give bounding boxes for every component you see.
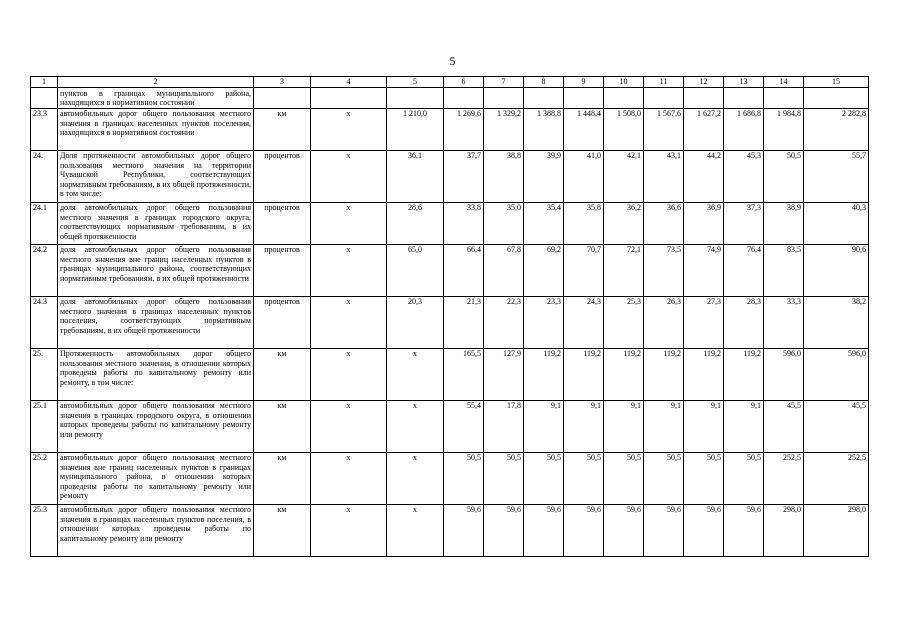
- row-number: 23.3: [31, 108, 58, 150]
- value-cell: 38,2: [804, 296, 869, 348]
- base-value-cell: х: [311, 348, 387, 400]
- unit-cell: км: [254, 400, 311, 452]
- row-number: 24.: [31, 150, 58, 202]
- header-cell: 11: [644, 77, 684, 88]
- indicator-name: Протяженность автомобильных дорог общего пользования местного значения, в отношении которых проведены работы по капитальному ремонту или ремонту, в том числе:: [58, 348, 254, 400]
- header-cell: 9: [564, 77, 604, 88]
- value-cell: 59,6: [724, 504, 764, 556]
- unit-cell: км: [254, 504, 311, 556]
- value-cell: 73,5: [644, 244, 684, 296]
- value-cell: 59,6: [484, 504, 524, 556]
- indicator-name: автомобильных дорог общего пользования местного значения в границах городского округа, в отношении которых проведены работы по капитальному ремонту или ремонту: [58, 400, 254, 452]
- value-cell: 24,3: [564, 296, 604, 348]
- value-cell: 83,5: [764, 244, 804, 296]
- row-number: 24.1: [31, 202, 58, 244]
- indicator-name: пунктов в границах муниципального района, находящихся в нормативном состоянии: [58, 88, 254, 109]
- value-cell: 33,8: [444, 202, 484, 244]
- base-value-cell: х: [311, 108, 387, 150]
- value-cell: 1 210,0: [387, 108, 444, 150]
- header-row: [31, 77, 869, 88]
- header-cell: 15: [804, 77, 869, 88]
- indicator-name: доля автомобильных дорог общего пользования местного значения вне границ населенных пунктов в границах муниципального района, соответствующих нормативным требованиям, в их общей протяженности: [58, 244, 254, 296]
- value-cell: 9,1: [644, 400, 684, 452]
- table-row: [31, 202, 869, 244]
- row-number: 24.2: [31, 244, 58, 296]
- unit-cell: км: [254, 108, 311, 150]
- header-cell: 14: [764, 77, 804, 88]
- table-row: [31, 88, 869, 109]
- value-cell: 36,9: [684, 202, 724, 244]
- table-row: [31, 400, 869, 452]
- value-cell: 38,8: [484, 150, 524, 202]
- value-cell: 17,8: [484, 400, 524, 452]
- value-cell: 45,3: [724, 150, 764, 202]
- value-cell: 50,5: [444, 452, 484, 504]
- table-row: [31, 452, 869, 504]
- value-cell: 9,1: [564, 400, 604, 452]
- value-cell: 50,5: [484, 452, 524, 504]
- value-cell: 59,6: [604, 504, 644, 556]
- row-number: 25.1: [31, 400, 58, 452]
- value-cell: 9,1: [524, 400, 564, 452]
- value-cell: 23,3: [524, 296, 564, 348]
- value-cell: 37,7: [444, 150, 484, 202]
- value-cell: 2 282,8: [804, 108, 869, 150]
- value-cell: 70,7: [564, 244, 604, 296]
- indicator-name: автомобильных дорог общего пользования местного значения вне границ населенных пунктов в границах муниципального района, в отношении которых проведены работы по капитальному ремонту или ремонту: [58, 452, 254, 504]
- base-value-cell: х: [311, 400, 387, 452]
- value-cell: 21,3: [444, 296, 484, 348]
- value-cell: 74,9: [684, 244, 724, 296]
- value-cell: 33,3: [764, 296, 804, 348]
- unit-cell: процентов: [254, 202, 311, 244]
- value-cell: 55,4: [444, 400, 484, 452]
- value-cell: [644, 88, 684, 109]
- table-row: [31, 504, 869, 556]
- unit-cell: процентов: [254, 296, 311, 348]
- value-cell: 42,1: [604, 150, 644, 202]
- value-cell: 25,3: [604, 296, 644, 348]
- table-row: [31, 108, 869, 150]
- value-cell: [564, 88, 604, 109]
- value-cell: [804, 88, 869, 109]
- indicator-name: доля автомобильных дорог общего пользования местного значения в границах населенных пунктов поселения, соответствующих нормативным требованиям, в их общей протяженности: [58, 296, 254, 348]
- value-cell: 35,0: [484, 202, 524, 244]
- value-cell: 50,5: [564, 452, 604, 504]
- value-cell: 1 686,8: [724, 108, 764, 150]
- value-cell: 9,1: [604, 400, 644, 452]
- header-cell: 4: [311, 77, 387, 88]
- value-cell: 119,2: [644, 348, 684, 400]
- row-number: 24.3: [31, 296, 58, 348]
- value-cell: 1 984,8: [764, 108, 804, 150]
- value-cell: 36,2: [604, 202, 644, 244]
- header-cell: 12: [684, 77, 724, 88]
- indicator-name: автомобильных дорог общего пользования местного значения в границах населенных пунктов поселения, в отношении которых проведены работы по капитальному ремонту или ремонту: [58, 504, 254, 556]
- value-cell: 35,8: [564, 202, 604, 244]
- value-cell: 39,9: [524, 150, 564, 202]
- base-value-cell: [311, 88, 387, 109]
- indicators-table: [30, 76, 869, 557]
- value-cell: 298,0: [804, 504, 869, 556]
- value-cell: [387, 88, 444, 109]
- row-number: 25.: [31, 348, 58, 400]
- value-cell: 55,7: [804, 150, 869, 202]
- value-cell: 22,3: [484, 296, 524, 348]
- value-cell: 36,6: [644, 202, 684, 244]
- header-cell: 8: [524, 77, 564, 88]
- value-cell: 90,6: [804, 244, 869, 296]
- indicator-name: Доля протяженности автомобильных дорог общего пользования местного значения на территории Чувашской Республики, соответствующих нормативным требованиям, в их общей протяженности, в том числе:: [58, 150, 254, 202]
- value-cell: 20,3: [387, 296, 444, 348]
- value-cell: 65,0: [387, 244, 444, 296]
- value-cell: 37,3: [724, 202, 764, 244]
- table-row: [31, 150, 869, 202]
- table-row: [31, 296, 869, 348]
- value-cell: 1 448,4: [564, 108, 604, 150]
- value-cell: 59,6: [564, 504, 604, 556]
- value-cell: 119,2: [684, 348, 724, 400]
- value-cell: 76,4: [724, 244, 764, 296]
- value-cell: 127,9: [484, 348, 524, 400]
- header-cell: 1: [31, 77, 58, 88]
- value-cell: 45,5: [804, 400, 869, 452]
- value-cell: 119,2: [564, 348, 604, 400]
- header-cell: 6: [444, 77, 484, 88]
- value-cell: 252,5: [804, 452, 869, 504]
- base-value-cell: х: [311, 150, 387, 202]
- value-cell: 1 269,6: [444, 108, 484, 150]
- value-cell: 28,3: [724, 296, 764, 348]
- value-cell: 59,6: [524, 504, 564, 556]
- base-value-cell: х: [311, 452, 387, 504]
- value-cell: 9,1: [684, 400, 724, 452]
- value-cell: [764, 88, 804, 109]
- value-cell: [604, 88, 644, 109]
- value-cell: 45,5: [764, 400, 804, 452]
- value-cell: [724, 88, 764, 109]
- page-number: 5: [449, 54, 456, 68]
- row-number: 25.2: [31, 452, 58, 504]
- value-cell: 72,1: [604, 244, 644, 296]
- indicator-name: доля автомобильных дорог общего пользования местного значения в границах городского округа, соответствующих нормативным требованиям, в их общей протяженности: [58, 202, 254, 244]
- base-value-cell: х: [311, 202, 387, 244]
- value-cell: 35,4: [524, 202, 564, 244]
- value-cell: х: [387, 348, 444, 400]
- value-cell: [524, 88, 564, 109]
- value-cell: 1 508,0: [604, 108, 644, 150]
- value-cell: 59,6: [684, 504, 724, 556]
- value-cell: 66,4: [444, 244, 484, 296]
- value-cell: 1 567,6: [644, 108, 684, 150]
- value-cell: 27,3: [684, 296, 724, 348]
- indicator-name: автомобильных дорог общего пользования местного значения в границах населенных пунктов поселения, находящихся в нормативном состоянии: [58, 108, 254, 150]
- value-cell: 36,1: [387, 150, 444, 202]
- value-cell: 40,3: [804, 202, 869, 244]
- value-cell: 50,5: [724, 452, 764, 504]
- value-cell: [684, 88, 724, 109]
- value-cell: 50,5: [764, 150, 804, 202]
- value-cell: 59,6: [444, 504, 484, 556]
- table-row: [31, 348, 869, 400]
- header-cell: 3: [254, 77, 311, 88]
- value-cell: 596,0: [764, 348, 804, 400]
- value-cell: 9,1: [724, 400, 764, 452]
- value-cell: 298,0: [764, 504, 804, 556]
- value-cell: 119,2: [604, 348, 644, 400]
- base-value-cell: х: [311, 296, 387, 348]
- value-cell: 44,2: [684, 150, 724, 202]
- header-cell: 2: [58, 77, 254, 88]
- value-cell: 252,5: [764, 452, 804, 504]
- value-cell: 1 627,2: [684, 108, 724, 150]
- value-cell: х: [387, 504, 444, 556]
- value-cell: 67,8: [484, 244, 524, 296]
- value-cell: 69,2: [524, 244, 564, 296]
- value-cell: 50,5: [644, 452, 684, 504]
- value-cell: [484, 88, 524, 109]
- unit-cell: процентов: [254, 244, 311, 296]
- header-cell: 7: [484, 77, 524, 88]
- row-number: [31, 88, 58, 109]
- value-cell: 119,2: [724, 348, 764, 400]
- value-cell: [444, 88, 484, 109]
- value-cell: 41,0: [564, 150, 604, 202]
- row-number: 25.3: [31, 504, 58, 556]
- unit-cell: процентов: [254, 150, 311, 202]
- value-cell: 119,2: [524, 348, 564, 400]
- header-cell: 10: [604, 77, 644, 88]
- value-cell: 43,1: [644, 150, 684, 202]
- value-cell: 26,3: [644, 296, 684, 348]
- unit-cell: км: [254, 452, 311, 504]
- value-cell: 50,5: [524, 452, 564, 504]
- unit-cell: км: [254, 348, 311, 400]
- value-cell: 165,5: [444, 348, 484, 400]
- header-cell: 5: [387, 77, 444, 88]
- value-cell: 28,6: [387, 202, 444, 244]
- header-cell: 13: [724, 77, 764, 88]
- value-cell: 1 388,8: [524, 108, 564, 150]
- value-cell: х: [387, 452, 444, 504]
- base-value-cell: х: [311, 244, 387, 296]
- value-cell: х: [387, 400, 444, 452]
- unit-cell: [254, 88, 311, 109]
- value-cell: 59,6: [644, 504, 684, 556]
- value-cell: 596,0: [804, 348, 869, 400]
- value-cell: 50,5: [684, 452, 724, 504]
- value-cell: 38,9: [764, 202, 804, 244]
- value-cell: 50,5: [604, 452, 644, 504]
- table-row: [31, 244, 869, 296]
- value-cell: 1 329,2: [484, 108, 524, 150]
- base-value-cell: х: [311, 504, 387, 556]
